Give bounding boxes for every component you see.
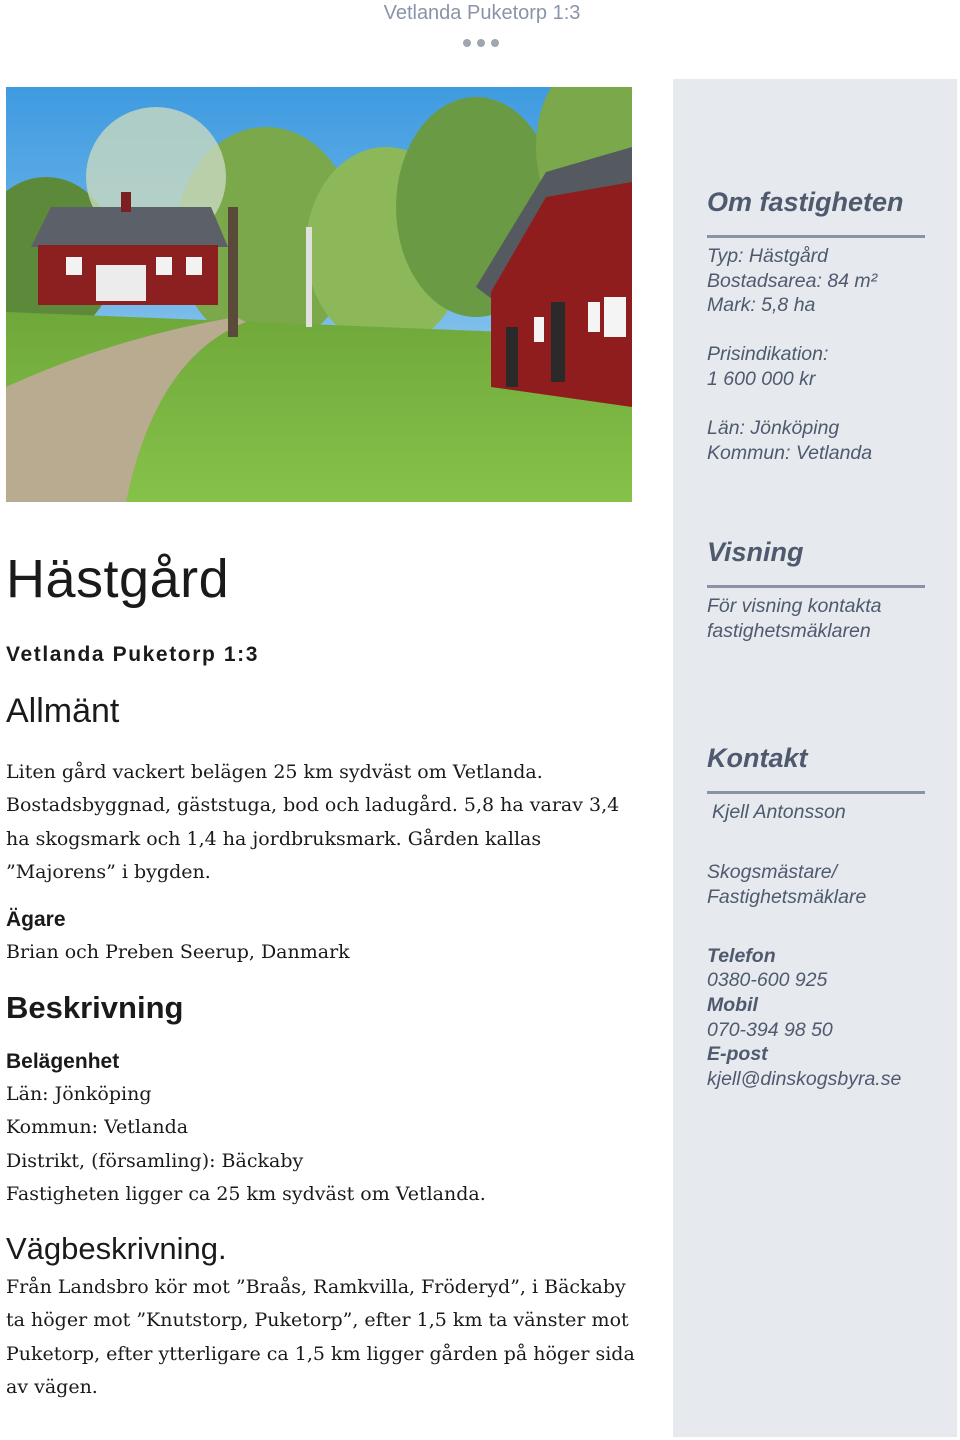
- directions-text: Från Landsbro kör mot ”Braås, Ramkvilla, Fröderyd”, i Bäckaby ta höger mot ”Knutstorp, Puketorp”, efter 1,5 km ta vänster mot Puketorp, efter ytterligare ca 1,5 km ligger gården på höger sida av vägen.: [6, 1276, 635, 1398]
- email-label: E-post: [707, 1043, 768, 1065]
- mobile-label: Mobil: [707, 994, 758, 1016]
- property-designation: Vetlanda Puketorp 1:3: [6, 643, 260, 666]
- directions-heading: Vägbeskrivning.: [6, 1231, 227, 1266]
- about-heading: Om fastigheten: [707, 187, 904, 217]
- owner-heading: Ägare: [6, 908, 66, 931]
- location-district: Distrikt, (församling): Bäckaby: [6, 1149, 304, 1172]
- description-heading: Beskrivning: [6, 990, 184, 1025]
- contact-title-1: Skogsmästare/: [707, 861, 838, 883]
- viewing-text-1: För visning kontakta: [707, 595, 882, 617]
- email-link[interactable]: kjell@dinskogsbyra.se: [707, 1068, 902, 1090]
- header-title: Vetlanda Puketorp 1:3: [383, 2, 581, 24]
- contact-name: Kjell Antonsson: [712, 801, 846, 823]
- contact-title-2: Fastighetsmäklare: [707, 886, 867, 908]
- county: Län: Jönköping: [707, 417, 840, 439]
- viewing-divider: [707, 585, 925, 588]
- more-dots-icon: [462, 39, 506, 49]
- about-divider: [707, 235, 925, 238]
- property-photo: [6, 87, 632, 502]
- owner-text: Brian och Preben Seerup, Danmark: [6, 941, 350, 963]
- contact-heading: Kontakt: [707, 743, 808, 773]
- property-type: Typ: Hästgård: [707, 245, 829, 267]
- living-area: Bostadsarea: 84 m²: [707, 270, 878, 292]
- contact-divider: [707, 791, 925, 794]
- location-municipality: Kommun: Vetlanda: [6, 1116, 189, 1139]
- location-lines: [6, 1078, 636, 1211]
- location-distance: Fastigheten ligger ca 25 km sydväst om Vetlanda.: [6, 1182, 486, 1205]
- location-county: Län: Jönköping: [6, 1083, 152, 1105]
- general-text: Liten gård vackert belägen 25 km sydväst om Vetlanda. Bostadsbyggnad, gäststuga, bod och ladugård. 5,8 ha varav 3,4 ha skogsmark och 1,4 ha jordbruksmark. Gården kallas ”Majorens” i bygden.: [6, 761, 620, 883]
- viewing-heading: Visning: [707, 537, 804, 567]
- general-heading: Allmänt: [6, 692, 120, 730]
- price-value: 1 600 000 kr: [707, 368, 816, 390]
- mobile-value[interactable]: 070-394 98 50: [707, 1019, 833, 1041]
- land-area: Mark: 5,8 ha: [707, 294, 816, 316]
- phone-label: Telefon: [707, 945, 776, 967]
- location-heading: Belägenhet: [6, 1050, 120, 1073]
- municipality: Kommun: Vetlanda: [707, 442, 873, 464]
- phone-value[interactable]: 0380-600 925: [707, 969, 828, 991]
- page-title: Hästgård: [6, 549, 230, 609]
- viewing-text-2: fastighetsmäklaren: [707, 620, 871, 642]
- price-label: Prisindikation:: [707, 343, 829, 365]
